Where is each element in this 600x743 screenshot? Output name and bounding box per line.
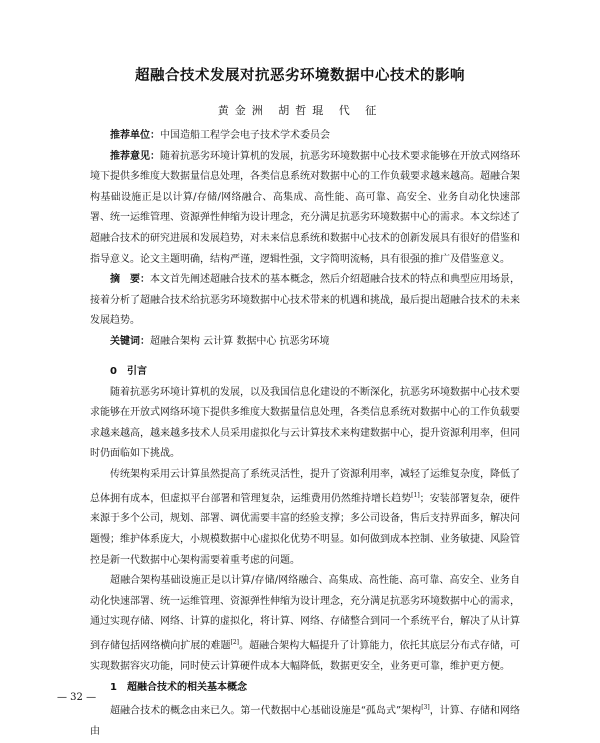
body-text <box>90 362 520 743</box>
paragraph-4-text-b: ，计算、存储和网络由 <box>90 705 520 738</box>
recommend-unit-label: 推荐单位： <box>110 130 160 141</box>
paragraph-3 <box>90 571 520 677</box>
paragraph-3-text-a: 超融合架构基础设施正是以计算/存储/网络融合、高集成、高性能、高可靠、高安全、业务自动化快速部署、统一运维管理、资源弹性伸缩为设计理念，充分满足抗恶劣环境数据中心的需求，通过实现存储、网络、计算的虚拟化，将计算、网络、存储整合到同一个系统平台，解决了从计算到存储包括网络横向扩展的难题 <box>90 575 520 652</box>
abstract <box>90 270 520 332</box>
paragraph-2-text-a: 传统架构采用云计算虽然提高了系统灵活性，提升了资源利用率，减轻了运维复杂度，降低了总体拥有成本，但虚拟平台部署和管理复杂，运维费用仍然维持增长趋势 <box>90 468 520 504</box>
keywords-label: 关键词： <box>110 335 150 347</box>
recommend-opinion-label: 推荐意见： <box>110 150 160 162</box>
keywords <box>90 332 520 353</box>
paragraph-1: 随着抗恶劣环境计算机的发展，以及我国信息化建设的不断深化，抗恶劣环境数据中心技术要求能够在开放式网络环境下提供多维度大数据量信息处理，各类信息系统对数据中心的工作负载要求越来越高，越来越多技术人员采用虚拟化与云计算技术来构建数据中心，提升资源利用率，但同时仍面临如下挑战。 <box>90 386 520 460</box>
keywords-text: 超融合架构 云计算 数据中心 抗恶劣环境 <box>150 335 330 347</box>
section-0-heading: 0 引言 <box>110 366 147 377</box>
abstract-text: 本文首先阐述超融合技术的基本概念，然后介绍超融合技术的特点和典型应用场景，接着分析了超融合技术给抗恶劣环境数据中心技术带来的机遇和挑战，最后提出超融合技术的未来发展趋势。 <box>90 274 520 327</box>
recommend-unit <box>90 126 520 147</box>
section-1-heading: 1 超融合技术的相关基本概念 <box>110 681 247 693</box>
citation-2: [2] <box>230 639 239 647</box>
recommend-unit-text: 中国造船工程学会电子技术学术委员会 <box>160 130 330 141</box>
abstract-label: 摘 要： <box>110 274 150 286</box>
citation-3: [3] <box>421 704 430 712</box>
article-title: 超融合技术发展对抗恶劣环境数据中心技术的影响 <box>135 68 465 84</box>
recommend-opinion <box>90 147 520 271</box>
paragraph-3-text-b: 。超融合架构大幅提升了计算能力，依托其底层分布式存储，可实现数据容灾功能，同时使云计算硬件成本大幅降低，数据更安全，业务更可靠，维护更方便。 <box>90 640 520 672</box>
page-number: — 32 — <box>57 692 97 703</box>
paragraph-4-text-a: 超融合技术的概念由来已久。第一代数据中心基础设施是“孤岛式”架构 <box>110 705 422 717</box>
citation-1: [1] <box>411 491 420 499</box>
author-list: 黄金洲 胡哲琨 代 征 <box>217 104 383 117</box>
paragraph-4 <box>90 698 520 743</box>
recommend-opinion-text: 随着抗恶劣环境计算机的发展，抗恶劣环境数据中心技术要求能够在开放式网络环境下提供多维度大数据量信息处理，各类信息系统对数据中心的工作负载要求越来越高。超融合架构基础设施正是以计算/存储/网络融合、高集成、高性能、高可靠、高安全、业务自动化快速部署、统一运维管理、资源弹性伸缩为设计理念，充分满足抗恶劣环境数据中心的需求。本文综述了超融合技术的研究进展和发展趋势，对未来信息系统和数据中心技术的创新发展具有很好的借鉴和指导意义。论文主题明确，结构严谨，逻辑性强，文字简明流畅，具有很强的推广及借鉴意义。 <box>90 150 520 265</box>
paragraph-2 <box>90 465 520 571</box>
front-matter <box>90 126 520 353</box>
paragraph-2-text-b: ；安装部署复杂，硬件来源于多个公司，规划、部署、调优需要丰富的经验支撑；多公司设备，售后支持界面多，解决问题慢；维护体系庞大，小规模数据中心虚拟化优势不明显。如何做到成本控制、业务敏捷、风险管控是新一代数据中心架构需要着重考虑的问题。 <box>90 492 521 566</box>
